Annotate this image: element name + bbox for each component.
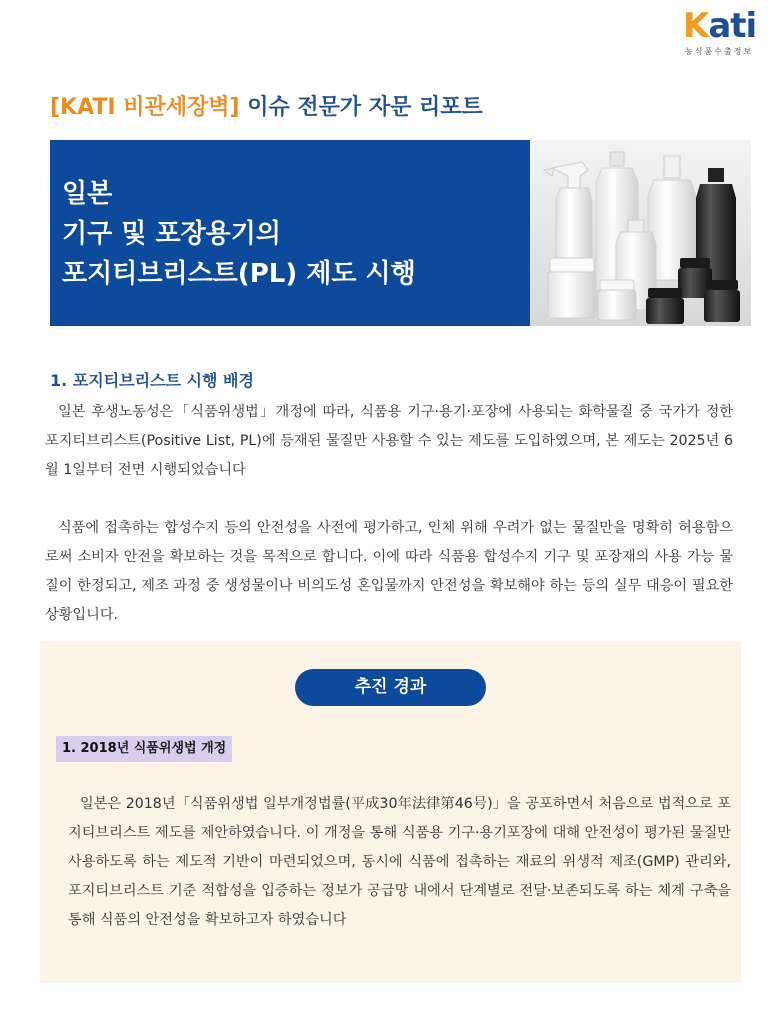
progress-sub-heading: 1. 2018년 식품위생법 개정 (56, 736, 232, 762)
banner-title (62, 174, 416, 294)
progress-pill-label: 추진 경과 (295, 669, 486, 706)
plastic-bottles-image-icon (530, 140, 751, 326)
banner-line-3: 포지티브리스트(PL) 제도 시행 (62, 259, 416, 289)
report-title-rest: 이슈 전문가 자문 리포트 (247, 95, 483, 120)
report-title-bracket: [KATI 비관세장벽] (50, 95, 240, 120)
title-banner (50, 140, 751, 326)
logo-subtitle: 농식품수출정보 (685, 47, 754, 56)
progress-paragraph: 일본은 2018년「식품위생법 일부개정법률(平成30年法律第46号)」을 공포하면서 처음으로 법적으로 포지티브리스트 제도를 제안하였습니다. 이 개정을 통해 식품용 기구·용기포장에 대해 안전성이 평가된 물질만 사용하도록 하는 제도적 기반이 마련되었으며, 동시에 식품에 접촉하는 재료의 위생적 제조(GMP) 관리와, 포지티브리스트 기준 적합성을 입증하는 정보가 공급망 내에서 단계별로 전달·보존되도록 하는 체계 구축을 통해 식품의 안전성을 확보하고자 하였습니다 (68, 796, 731, 928)
progress-box (40, 641, 741, 983)
banner-line-2: 기구 및 포장용기의 (62, 219, 282, 249)
section-heading: 1. 포지티브리스트 시행 배경 (50, 371, 254, 390)
background-paragraph-2: 식품에 접촉하는 합성수지 등의 안전성을 사전에 평가하고, 인체 위해 우려가 없는 물질만을 명확히 허용함으로써 소비자 안전을 확보하는 것을 목적으로 합니다. 이에 따라 식품용 합성수지 기구 및 포장재의 사용 가능 물질이 한정되고, 제조 과정 중 생성물이나 비의도성 혼입물까지 안전성을 확보해야 하는 등의 실무 대응이 필요한 상황입니다. (45, 520, 733, 623)
background-paragraph-1: 일본 후생노동성은「식품위생법」개정에 따라, 식품용 기구·용기·포장에 사용되는 화학물질 중 국가가 정한 포지티브리스트(Positive List, PL)에 등재된 물질만 사용할 수 있는 제도를 도입하였으며, 본 제도는 2025년 6월 1일부터 전면 시행되었습니다 (45, 404, 733, 478)
report-title (50, 90, 483, 121)
logo-wordmark: Kati (683, 6, 757, 46)
kati-logo (683, 6, 767, 60)
banner-line-1: 일본 (62, 179, 113, 209)
